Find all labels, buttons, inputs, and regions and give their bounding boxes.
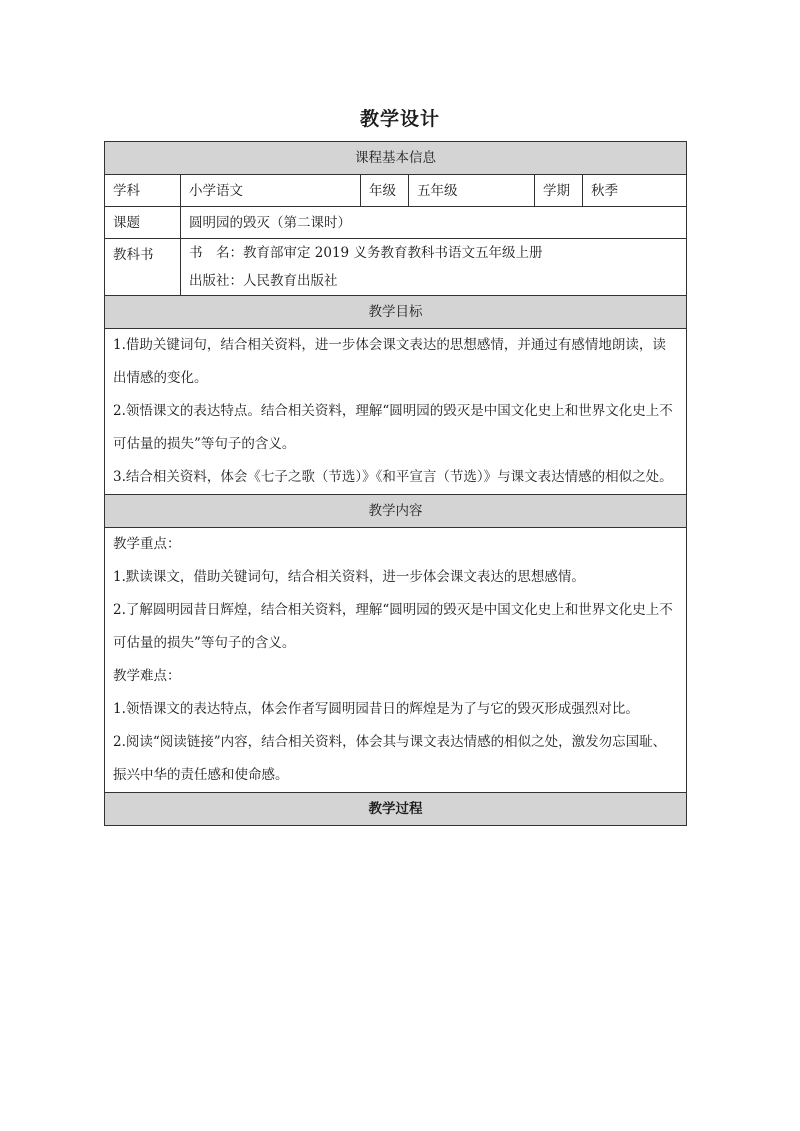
- book-name: 书 名：教育部审定 2019 义务教育教科书语文五年级上册: [189, 245, 543, 261]
- section-row-basic-info: [105, 142, 687, 175]
- grade-label: 年级: [361, 175, 409, 207]
- term-value: 秋季: [583, 175, 687, 207]
- section-header-basic-info: 课程基本信息: [105, 142, 687, 175]
- info-row-subject: [105, 175, 687, 207]
- section-header-objectives: 教学目标: [105, 296, 687, 329]
- lesson-plan-table: [104, 141, 687, 826]
- difficult-points-label: 教学难点：: [113, 668, 181, 684]
- objectives-list: [105, 329, 687, 495]
- key-points-label: 教学重点：: [113, 536, 181, 552]
- objective-item: 3.结合相关资料，体会《七子之歌（节选）》《和平宣言（节选）》与课文表达情感的相似之处。: [113, 469, 673, 485]
- section-row-content: [105, 495, 687, 528]
- content-list: [105, 528, 687, 793]
- subject-value: 小学语文: [181, 175, 361, 207]
- section-header-process: 教学过程: [105, 793, 687, 826]
- key-point-item: 2.了解圆明园昔日辉煌，结合相关资料，理解“圆明园的毁灭是中国文化史上和世界文化史上不可估量的损失”等句子的含义。: [113, 602, 673, 651]
- objective-item: 1.借助关键词句，结合相关资料，进一步体会课文表达的思想感情，并通过有感情地朗读，读出情感的变化。: [113, 337, 666, 386]
- difficult-point-item: 2.阅读“阅读链接”内容，结合相关资料，体会其与课文表达情感的相似之处，激发勿忘国耻、振兴中华的责任感和使命感。: [113, 734, 667, 783]
- key-point-item: 1.默读课文，借助关键词句，结合相关资料，进一步体会课文表达的思想感情。: [113, 569, 585, 585]
- info-row-topic: [105, 207, 687, 239]
- textbook-label: 教科书: [105, 239, 181, 296]
- section-header-content: 教学内容: [105, 495, 687, 528]
- document-title: 教学设计: [359, 108, 440, 130]
- topic-value: 圆明园的毁灭（第二课时）: [181, 207, 687, 239]
- book-publisher: 出版社：人民教育出版社: [189, 273, 338, 289]
- difficult-point-item: 1.领悟课文的表达特点，体会作者写圆明园昔日的辉煌是为了与它的毁灭形成强烈对比。: [113, 701, 639, 717]
- topic-label: 课题: [105, 207, 181, 239]
- grade-value: 五年级: [409, 175, 535, 207]
- objectives-row: [105, 329, 687, 495]
- subject-label: 学科: [105, 175, 181, 207]
- section-row-process: [105, 793, 687, 826]
- section-row-objectives: [105, 296, 687, 329]
- info-row-textbook: [105, 239, 687, 296]
- term-label: 学期: [535, 175, 583, 207]
- objective-item: 2.领悟课文的表达特点。结合相关资料，理解“圆明园的毁灭是中国文化史上和世界文化史上不可估量的损失”等句子的含义。: [113, 403, 673, 452]
- content-row: [105, 528, 687, 793]
- textbook-details: [181, 239, 687, 296]
